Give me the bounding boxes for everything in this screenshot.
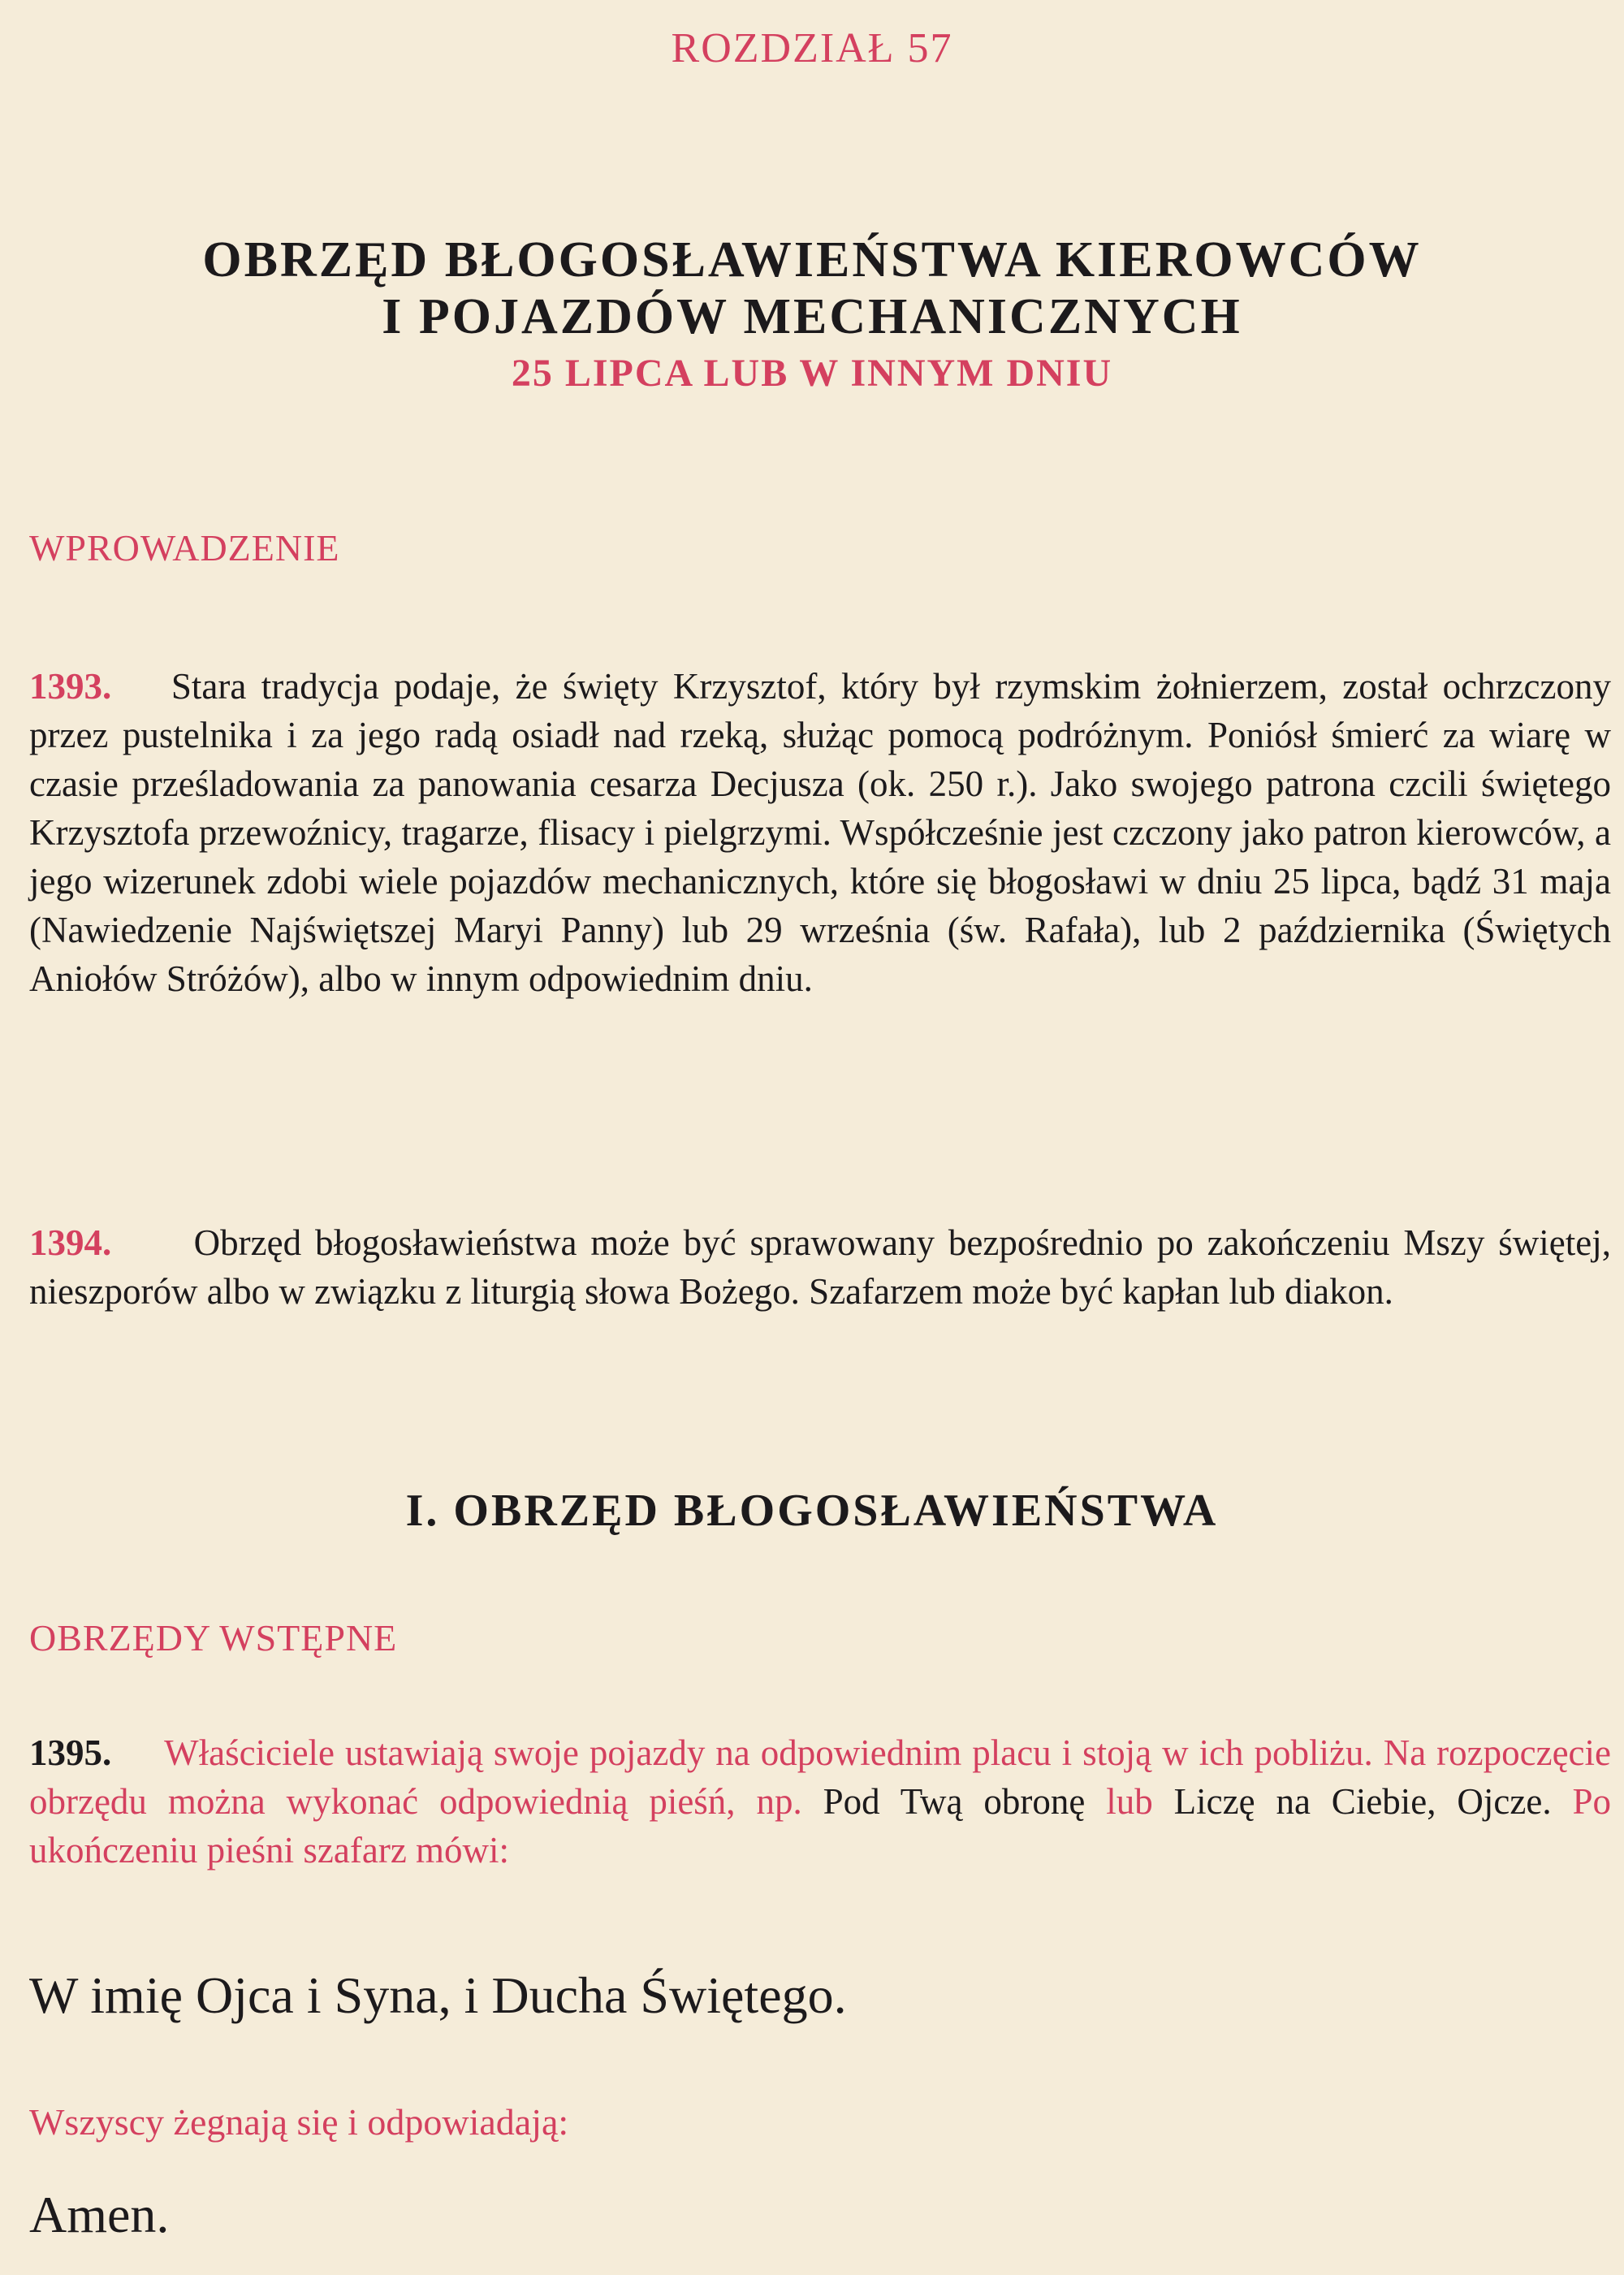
subtitle: 25 LIPCA LUB W INNYM DNIU (511, 352, 1113, 395)
paragraph-text: Obrzęd błogosławieństwa może być sprawowany bezpośrednio po zakończeniu Mszy świętej, nieszporów albo w związku z liturgią słowa Bożego. Szafarzem może być kapłan lub diakon. (29, 1222, 1611, 1312)
paragraph-1395 (29, 1728, 1611, 1875)
rubric-connector: lub (1106, 1781, 1153, 1822)
song-title: Liczę na Ciebie, Ojcze. (1173, 1781, 1552, 1822)
section-heading: I. OBRZĘD BŁOGOSŁAWIEŃSTWA (405, 1486, 1219, 1536)
rubric-text: Właściciele ustawiają swoje pojazdy na odpowiednim placu i stoją w ich pobliżu. Na rozpoczęcie obrzędu można wykonać odpowiednią pieśń, np. (29, 1732, 1612, 1822)
response: Amen. (29, 2186, 170, 2243)
intro-heading: WPROWADZENIE (29, 527, 340, 569)
response-rubric: Wszyscy żegnają się i odpowiadają: (29, 2101, 569, 2143)
paragraph-number: 1393. (29, 666, 112, 707)
chapter-label: ROZDZIAŁ 57 (671, 25, 953, 71)
paragraph-number: 1395. (29, 1732, 112, 1773)
invocation: W imię Ojca i Syna, i Ducha Świętego. (29, 1966, 847, 2024)
paragraph-number: 1394. (29, 1222, 112, 1263)
paragraph-1393 (29, 662, 1611, 1003)
song-title: Pod Twą obronę (823, 1781, 1086, 1822)
paragraph-text: Stara tradycja podaje, że święty Krzysztof, który był rzymskim żołnierzem, został ochrzczony przez pustelnika i za jego radą osiadł nad rzeką, służąc pomocą podróżnym. Poniósł śmierć za wiarę w czasie prześladowania za panowania cesarza Decjusza (ok. 250 r.). Jako swojego patrona czcili świętego Krzysztofa przewoźnicy, tragarze, flisacy i pielgrzymi. Współcześnie jest czczony jako patron kierowców, a jego wizerunek zdobi wiele pojazdów mechanicznych, które się błogosławi w dniu 25 lipca, bądź 31 maja (Nawiedzenie Najświętszej Maryi Panny) lub 29 września (św. Rafała), lub 2 października (Świętych Aniołów Stróżów), albo w innym odpowiednim dniu. (29, 666, 1611, 999)
paragraph-1394 (29, 1218, 1611, 1316)
title-line-2: I POJAZDÓW MECHANICZNYCH (382, 289, 1242, 344)
title-line-1: OBRZĘD BŁOGOSŁAWIEŃSTWA KIEROWCÓW (202, 232, 1422, 288)
rites-heading: OBRZĘDY WSTĘPNE (29, 1617, 398, 1659)
rubric-text: Po ukończeniu pieśni szafarz mówi: (29, 1781, 1612, 1871)
